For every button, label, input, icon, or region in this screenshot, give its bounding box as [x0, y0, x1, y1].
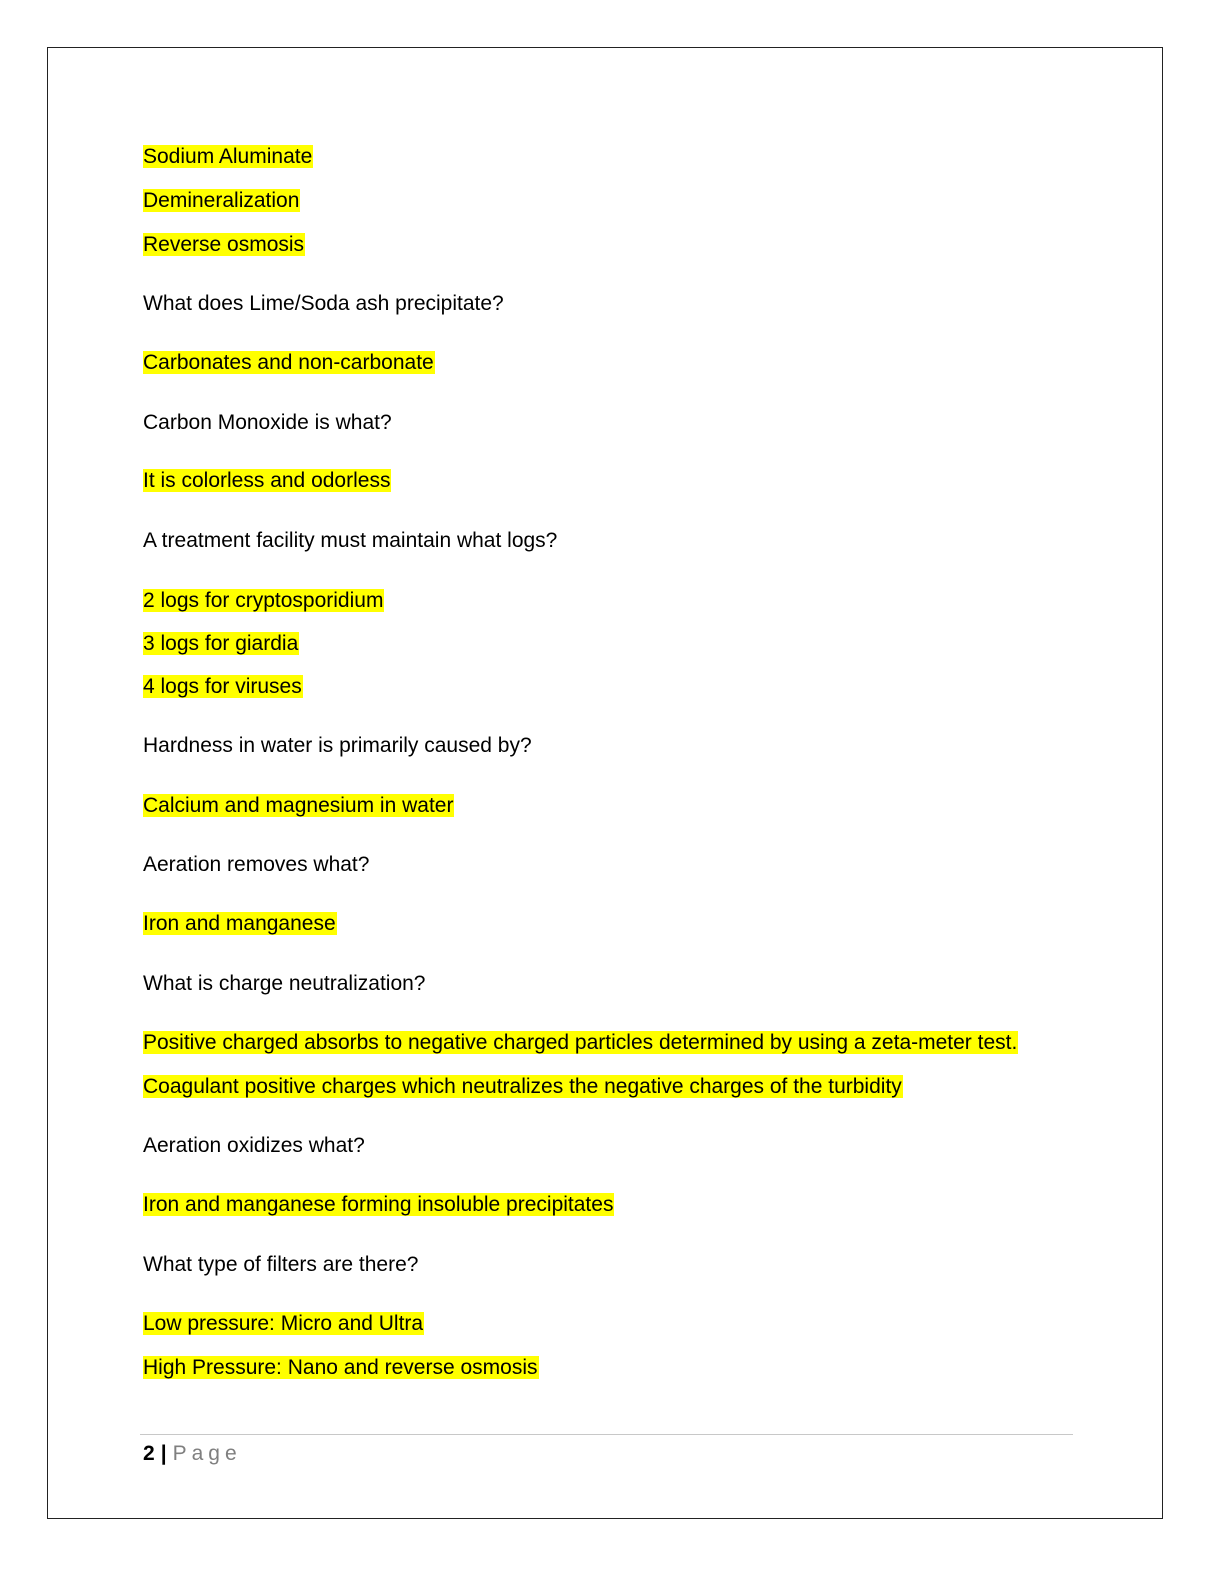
- answer-line: [143, 1353, 539, 1383]
- question-line: [143, 850, 369, 880]
- page-frame: [47, 47, 1163, 1519]
- question-line: [143, 526, 557, 556]
- question-text: Hardness in water is primarily caused by?: [143, 734, 532, 757]
- answer-line: [143, 1072, 903, 1102]
- answer-line: [143, 586, 384, 616]
- answer-line: [143, 629, 299, 659]
- footer-divider: [140, 1434, 1073, 1435]
- highlighted-text: Demineralization: [143, 189, 300, 212]
- highlighted-text: Carbonates and non-carbonate: [143, 351, 434, 374]
- question-text: What is charge neutralization?: [143, 972, 426, 995]
- question-line: [143, 969, 426, 999]
- highlighted-text: Low pressure: Micro and Ultra: [143, 1312, 424, 1335]
- question-line: [143, 1250, 418, 1280]
- answer-line: [143, 348, 435, 378]
- highlighted-text: Sodium Aluminate: [143, 145, 313, 168]
- answer-line: [143, 142, 313, 172]
- answer-line: [143, 791, 454, 821]
- answer-line: [143, 1309, 424, 1339]
- highlighted-text: Coagulant positive charges which neutralizes the negative charges of the turbidity: [143, 1075, 902, 1098]
- question-line: [143, 289, 504, 319]
- highlighted-text: It is colorless and odorless: [143, 469, 391, 492]
- highlighted-text: 2 logs for cryptosporidium: [143, 589, 384, 612]
- answer-line: [143, 909, 337, 939]
- page-footer: [143, 1439, 242, 1469]
- highlighted-text: Positive charged absorbs to negative charged particles determined by using a zeta-meter test.: [143, 1031, 1018, 1054]
- question-line: [143, 731, 532, 761]
- question-line: [143, 408, 392, 438]
- highlighted-text: 4 logs for viruses: [143, 675, 302, 698]
- question-text: What does Lime/Soda ash precipitate?: [143, 292, 504, 315]
- question-line: [143, 1131, 365, 1161]
- answer-line: [143, 1190, 614, 1220]
- question-text: Carbon Monoxide is what?: [143, 411, 392, 434]
- answer-line: [143, 186, 300, 216]
- page-label: Page: [172, 1442, 242, 1465]
- highlighted-text: High Pressure: Nano and reverse osmosis: [143, 1356, 538, 1379]
- highlighted-text: Calcium and magnesium in water: [143, 794, 454, 817]
- question-text: Aeration removes what?: [143, 853, 370, 876]
- answer-line: [143, 230, 305, 260]
- answer-line: [143, 672, 303, 702]
- answer-line: [143, 466, 391, 496]
- question-text: Aeration oxidizes what?: [143, 1134, 365, 1157]
- answer-line: [143, 1028, 1018, 1058]
- highlighted-text: Reverse osmosis: [143, 233, 305, 256]
- question-text: A treatment facility must maintain what logs?: [143, 529, 558, 552]
- question-text: What type of filters are there?: [143, 1253, 419, 1276]
- highlighted-text: 3 logs for giardia: [143, 632, 299, 655]
- highlighted-text: Iron and manganese forming insoluble precipitates: [143, 1193, 614, 1216]
- footer-separator: |: [160, 1442, 167, 1465]
- highlighted-text: Iron and manganese: [143, 912, 336, 935]
- page-number: 2: [143, 1442, 155, 1465]
